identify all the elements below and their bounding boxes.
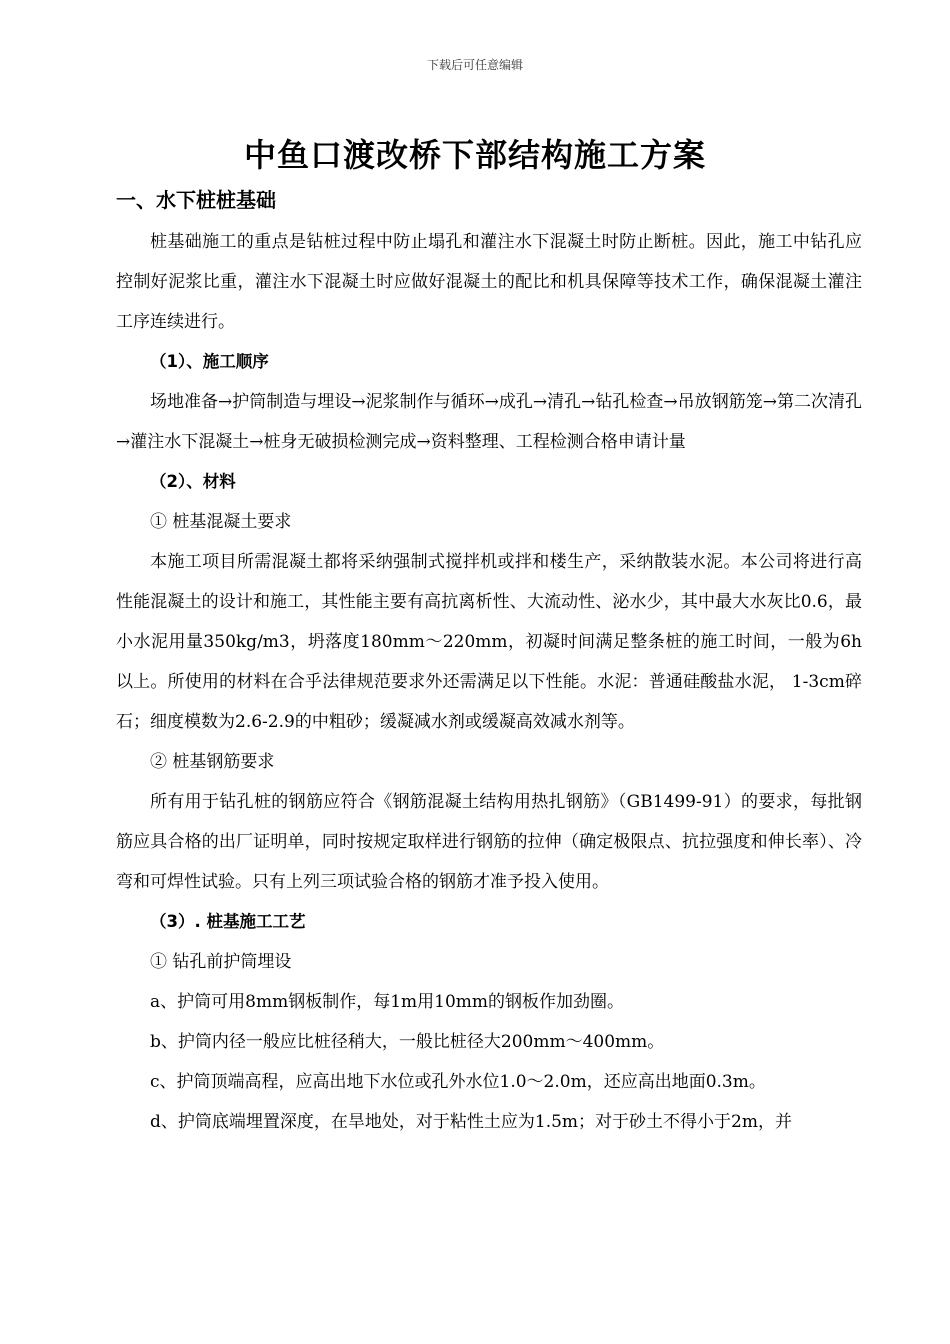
header-note: 下载后可任意编辑	[426, 58, 523, 72]
document-body	[116, 222, 862, 1142]
concrete-requirements-paragraph: 本施工项目所需混凝土都将采纳强制式搅拌机或拌和楼生产，采纳散装水泥。本公司将进行高性能混凝土的设计和施工，其性能主要有高抗离析性、大流动性、泌水少，其中最大水灰比0.6，最小水泥用量350kg/m3，坍落度180mm～220mm，初凝时间满足整条桩的施工时间，一般为6h以上。所使用的材料在合乎法律规范要求外还需满足以下性能。水泥：普通硅酸盐水泥， 1-3cm碎石；细度模数为2.6-2.9的中粗砂；缓凝减水剂或缓凝高效减水剂等。	[116, 552, 862, 732]
sequence-paragraph: 场地准备→护筒制造与埋设→泥浆制作与循环→成孔→清孔→钻孔检查→吊放钢筋笼→第二次清孔→灌注水下混凝土→桩身无破损检测完成→资料整理、工程检测合格申请计量	[116, 392, 862, 452]
section-heading: 一、水下桩桩基础	[116, 188, 276, 212]
casing-line-d: d、护筒底端埋置深度，在旱地处，对于粘性土应为1.5m；对于砂土不得小于2m，并	[150, 1112, 792, 1132]
casing-title: ① 钻孔前护筒埋设	[150, 952, 292, 972]
rebar-requirements-paragraph: 所有用于钻孔桩的钢筋应符合《钢筋混凝土结构用热扎钢筋》（GB1499-91）的要求，每批钢筋应具合格的出厂证明单，同时按规定取样进行钢筋的拉伸（确定极限点、抗拉强度和伸长率）、冷弯和可焊性试验。只有上列三项试验合格的钢筋才准予投入使用。	[116, 792, 862, 892]
intro-paragraph: 桩基础施工的重点是钻桩过程中防止塌孔和灌注水下混凝土时防止断桩。因此，施工中钻孔应控制好泥浆比重，灌注水下混凝土时应做好混凝土的配比和机具保障等技术工作，确保混凝土灌注工序连续进行。	[116, 232, 862, 332]
subsection-heading-materials: （2）、材料	[150, 472, 236, 491]
concrete-requirements-title: ① 桩基混凝土要求	[150, 512, 292, 532]
rebar-requirements-title: ② 桩基钢筋要求	[150, 752, 275, 772]
document-title: 中鱼口渡改桥下部结构施工方案	[243, 136, 706, 174]
subsection-heading-process: （3）. 桩基施工工艺	[150, 912, 306, 931]
casing-line-c: c、护筒顶端高程，应高出地下水位或孔外水位1.0～2.0m，还应高出地面0.3m。	[150, 1072, 766, 1092]
casing-line-b: b、护筒内径一般应比桩径稍大，一般比桩径大200mm～400mm。	[150, 1032, 665, 1052]
casing-line-a: a、护筒可用8mm钢板制作，每1m用10mm的钢板作加劲圈。	[150, 992, 624, 1012]
subsection-heading-sequence: （1）、施工顺序	[150, 352, 269, 371]
